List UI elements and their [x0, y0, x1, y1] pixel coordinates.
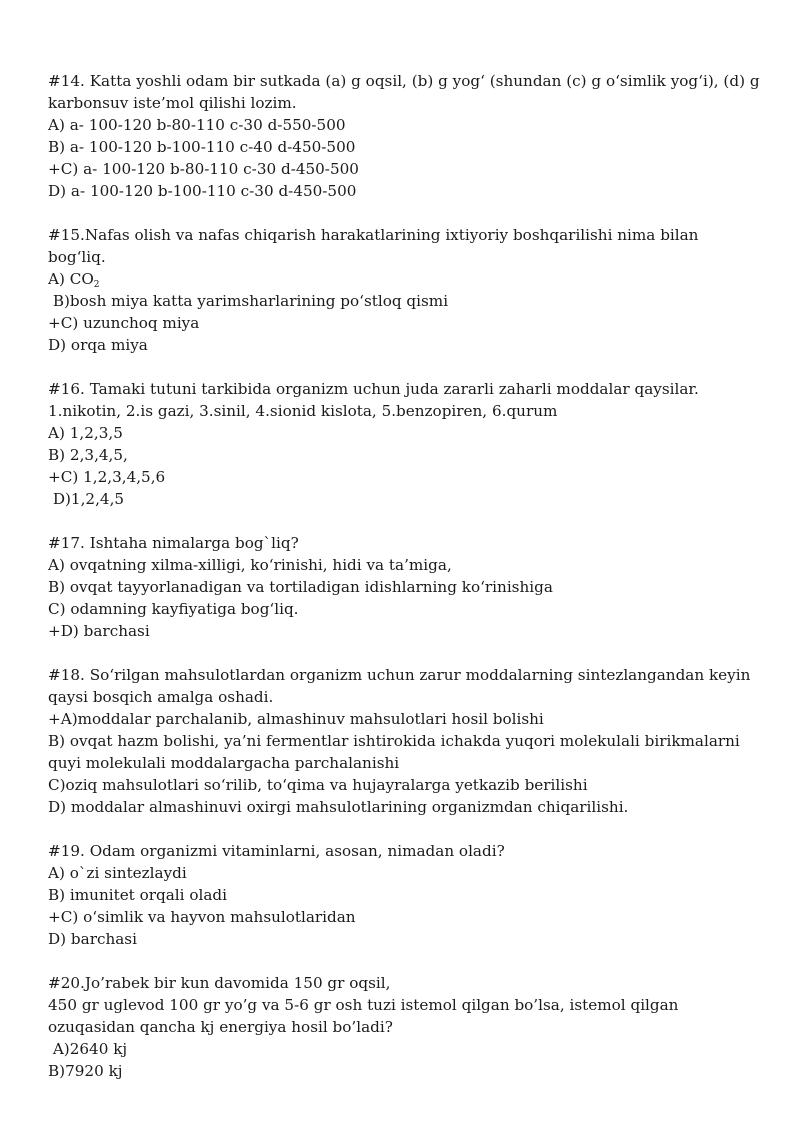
question-text: 450 gr uglevod 100 gr yo’g va 5-6 gr osh tuzi istemol qilgan bo’lsa, istemol qilgan [48, 996, 679, 1014]
answer-option-a: A) ovqatning xilma-xilligi, ko‘rinishi, hidi va ta’miga, [48, 556, 452, 574]
answer-option-c-correct: +C) 1,2,3,4,5,6 [48, 468, 166, 486]
answer-option-a: A) 1,2,3,5 [48, 424, 123, 442]
subscript-2: 2 [93, 280, 100, 290]
answer-option-b: B) ovqat hazm bolishi, ya’ni fermentlar ishtirokida ichakda yuqori molekulali birikmalarni [48, 732, 740, 750]
answer-option-d: D) barchasi [48, 930, 137, 948]
answer-option-b: B)7920 kj [48, 1062, 123, 1080]
question-text: #14. Katta yoshli odam bir sutkada (a) g oqsil, (b) g yog‘ (shundan (c) g o‘simlik yog‘i), (d) g [48, 72, 760, 90]
question-16 [48, 378, 760, 510]
answer-option-b: B)bosh miya katta yarimsharlarining po‘stloq qismi [48, 292, 449, 310]
answer-option-d: D) a- 100-120 b-100-110 c-30 d-450-500 [48, 182, 357, 200]
question-text: #16. Tamaki tutuni tarkibida organizm uchun juda zararli zaharli moddalar qaysilar. [48, 380, 699, 398]
answer-option-a: A)2640 kj [48, 1040, 128, 1058]
question-19 [48, 840, 760, 950]
question-14 [48, 70, 760, 202]
question-text: bog‘liq. [48, 248, 106, 266]
question-text: #17. Ishtaha nimalarga bog`liq? [48, 534, 299, 552]
answer-option-a: A) a- 100-120 b-80-110 c-30 d-550-500 [48, 116, 346, 134]
answer-option-a: A) o`zi sintezlaydi [48, 864, 187, 882]
answer-option-a-correct: +A)moddalar parchalanib, almashinuv mahsulotlari hosil bolishi [48, 710, 544, 728]
answer-option-b: B) ovqat tayyorlanadigan va tortiladigan idishlarning ko‘rinishiga [48, 578, 553, 596]
answer-option-d-correct: +D) barchasi [48, 622, 150, 640]
question-text: #20.Jo’rabek bir kun davomida 150 gr oqsil, [48, 974, 391, 992]
question-text: karbonsuv iste’mol qilishi lozim. [48, 94, 297, 112]
answer-option-b: B) 2,3,4,5, [48, 446, 128, 464]
question-17 [48, 532, 760, 642]
question-text: ozuqasidan qancha kj energiya hosil bo’ladi? [48, 1018, 393, 1036]
answer-option-b: B) a- 100-120 b-100-110 c-40 d-450-500 [48, 138, 356, 156]
answer-option-c-correct: +C) o‘simlik va hayvon mahsulotlaridan [48, 908, 356, 926]
question-text: #19. Odam organizmi vitaminlarni, asosan, nimadan oladi? [48, 842, 505, 860]
answer-option-a-text: A) CO [48, 270, 94, 288]
answer-option-b-continued: quyi molekulali moddalargacha parchalanishi [48, 754, 400, 772]
question-15 [48, 224, 760, 356]
question-text: #15.Nafas olish va nafas chiqarish harakatlarining ixtiyoriy boshqarilishi nima bilan [48, 226, 699, 244]
question-18 [48, 664, 760, 818]
answer-option-a [48, 268, 760, 290]
question-20 [48, 972, 760, 1082]
answer-option-d: D) moddalar almashinuvi oxirgi mahsulotlarining organizmdan chiqarilishi. [48, 798, 629, 816]
answer-option-b: B) imunitet orqali oladi [48, 886, 227, 904]
answer-option-c: C)oziq mahsulotlari so‘rilib, to‘qima va hujayralarga yetkazib berilishi [48, 776, 588, 794]
question-text: qaysi bosqich amalga oshadi. [48, 688, 274, 706]
answer-option-d: D)1,2,4,5 [48, 490, 125, 508]
question-text: #18. So‘rilgan mahsulotlardan organizm uchun zarur moddalarning sintezlangandan keyin [48, 666, 751, 684]
answer-option-c-correct: +C) a- 100-120 b-80-110 c-30 d-450-500 [48, 160, 359, 178]
answer-option-c-correct: +C) uzunchoq miya [48, 314, 200, 332]
answer-option-c: C) odamning kayfiyatiga bog‘liq. [48, 600, 299, 618]
question-text: 1.nikotin, 2.is gazi, 3.sinil, 4.sionid kislota, 5.benzopiren, 6.qurum [48, 402, 558, 420]
answer-option-d: D) orqa miya [48, 336, 148, 354]
